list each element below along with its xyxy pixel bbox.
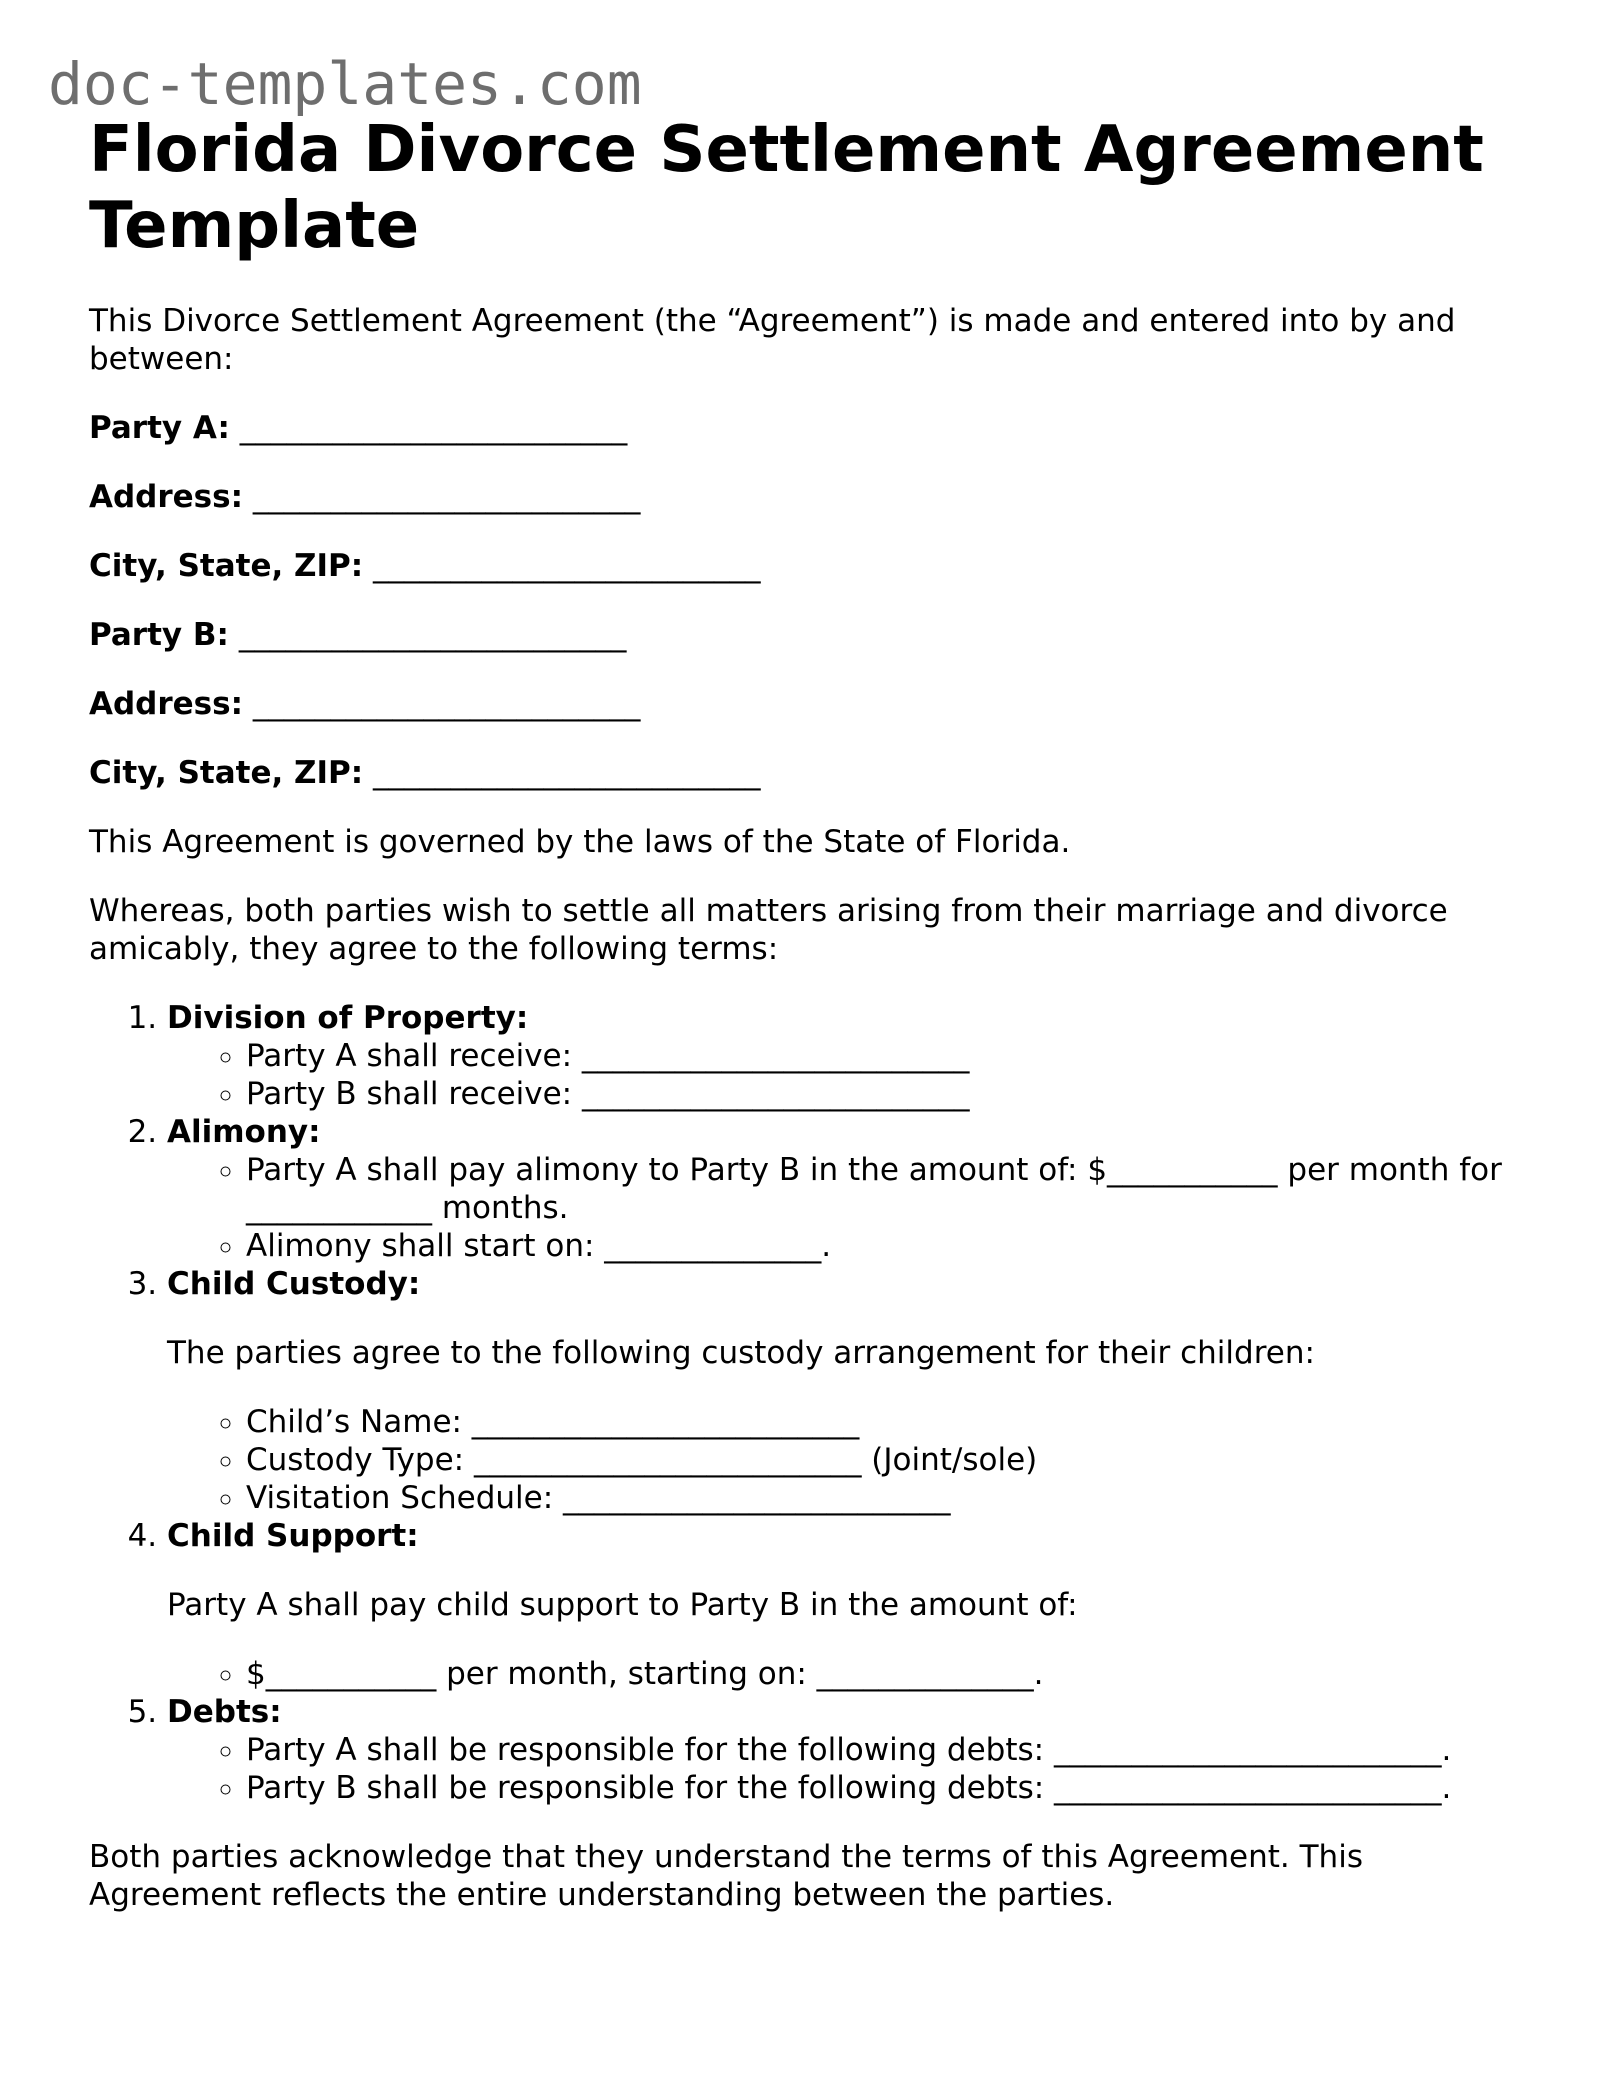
field-blank: _________________________	[373, 755, 761, 791]
term-title: Division of Property:	[167, 1000, 529, 1036]
term-title: Alimony:	[167, 1114, 321, 1150]
field-blank: _________________________	[239, 410, 628, 446]
custody-sublist	[167, 1403, 1529, 1517]
term-alimony	[167, 1113, 1529, 1265]
field-label: City, State, ZIP:	[89, 548, 364, 584]
term-custody	[167, 1265, 1529, 1517]
field-label: Address:	[89, 479, 243, 515]
list-item: ◦ Party B shall be responsible for the following debts: _________________________.	[246, 1769, 1529, 1807]
intro-paragraph: This Divorce Settlement Agreement (the “Agreement”) is made and entered into by and between:	[89, 303, 1456, 377]
list-item: ◦ $___________ per month, starting on: ______________.	[246, 1655, 1529, 1693]
document-body	[89, 112, 1529, 1914]
term-title: Debts:	[167, 1694, 282, 1730]
field-blank: _________________________	[252, 479, 641, 515]
governing-law-paragraph: This Agreement is governed by the laws of the State of Florida.	[89, 824, 1071, 860]
list-item: ◦ Party B shall receive: _________________________	[246, 1075, 1529, 1113]
property-sublist	[167, 1037, 1529, 1113]
whereas-paragraph: Whereas, both parties wish to settle all matters arising from their marriage and divorce amicably, they agree to the following terms:	[89, 893, 1448, 967]
party-b-city-field	[89, 754, 1529, 792]
list-item: ◦ Party A shall be responsible for the following debts: _________________________.	[246, 1731, 1529, 1769]
site-watermark: doc-templates.com	[48, 50, 642, 118]
field-blank: _________________________	[238, 617, 627, 653]
closing-paragraph: Both parties acknowledge that they understand the terms of this Agreement. This Agreement reflects the entire understanding between the parties.	[89, 1839, 1363, 1913]
list-item: ◦ Party A shall receive: _________________________	[246, 1037, 1529, 1075]
party-a-address-field	[89, 478, 1529, 516]
term-title: Child Support:	[167, 1518, 419, 1554]
party-a-city-field	[89, 547, 1529, 585]
field-label: Party A:	[89, 410, 230, 446]
field-label: City, State, ZIP:	[89, 755, 364, 791]
list-item: ◦ Custody Type: _________________________ (Joint/sole)	[246, 1441, 1529, 1479]
alimony-sublist	[167, 1151, 1529, 1265]
support-sublist	[167, 1655, 1529, 1693]
field-blank: _________________________	[373, 548, 761, 584]
debts-sublist	[167, 1731, 1529, 1807]
term-support	[167, 1517, 1529, 1693]
list-item: ◦ Visitation Schedule: _________________________	[246, 1479, 1529, 1517]
list-item: ◦ Party A shall pay alimony to Party B in the amount of: $___________ per month for ____________ months.	[246, 1151, 1529, 1227]
list-item: ◦ Alimony shall start on: ______________.	[246, 1227, 1529, 1265]
term-text: The parties agree to the following custody arrangement for their children:	[167, 1335, 1315, 1371]
party-a-name-field	[89, 409, 1529, 447]
field-label: Party B:	[89, 617, 229, 653]
term-property	[167, 999, 1529, 1113]
party-b-address-field	[89, 685, 1529, 723]
term-debts	[167, 1693, 1529, 1807]
field-blank: _________________________	[252, 686, 641, 722]
document-title: Florida Divorce Settlement Agreement Template	[89, 113, 1484, 263]
terms-list	[89, 999, 1529, 1807]
term-text: Party A shall pay child support to Party B in the amount of:	[167, 1587, 1078, 1623]
list-item: ◦ Child’s Name: _________________________	[246, 1403, 1529, 1441]
field-label: Address:	[89, 686, 243, 722]
term-title: Child Custody:	[167, 1266, 421, 1302]
party-b-name-field	[89, 616, 1529, 654]
